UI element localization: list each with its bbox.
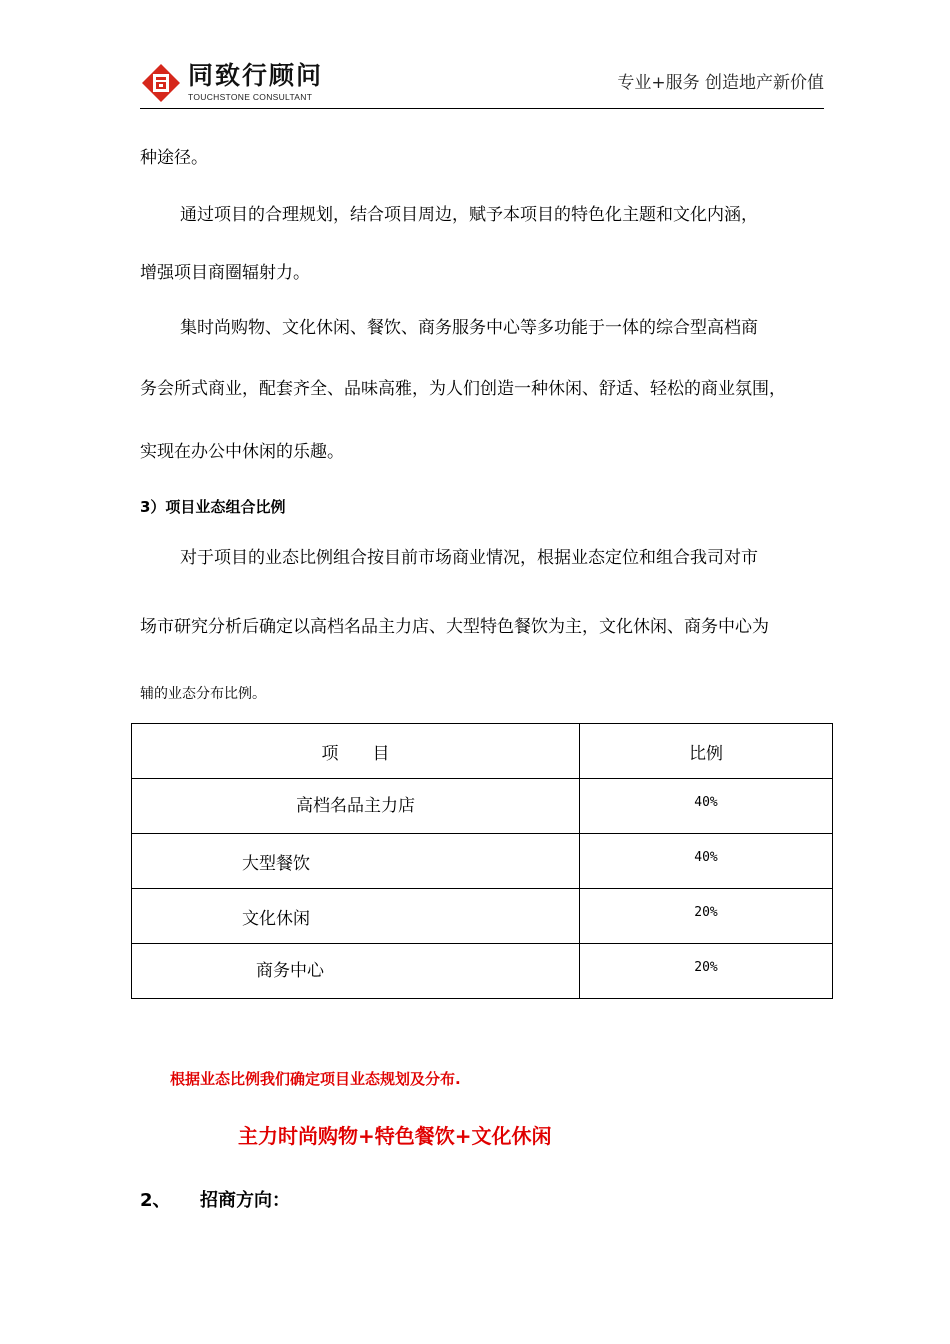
table-cell-item: 商务中心 [132,944,580,999]
paragraph-line: 集时尚购物、文化休闲、餐饮、商务服务中心等多功能于一体的综合型高档商 [180,318,758,338]
table-header-item: 项 目 [132,724,580,779]
table-row [132,889,833,944]
logo-english-name: TOUCHSTONE CONSULTANT [188,92,313,102]
paragraph-line: 通过项目的合理规划，结合项目周边，赋予本项目的特色化主题和文化内涵， [180,205,758,225]
table-row [132,944,833,999]
section-heading: 3）项目业态组合比例 [140,498,286,516]
conclusion-note: 根据业态比例我们确定项目业态规划及分布. [170,1070,461,1088]
paragraph-line: 辅的业态分布比例。 [140,686,266,702]
section-title: 招商方向： [200,1190,290,1211]
table-row [132,834,833,889]
table-cell-ratio: 20% [580,944,833,999]
company-logo [140,62,323,104]
table-cell-item: 大型餐饮 [132,834,580,889]
table-cell-item: 文化休闲 [132,889,580,944]
paragraph-line: 对于项目的业态比例组合按目前市场商业情况，根据业态定位和组合我司对市 [180,548,758,568]
table-row [132,779,833,834]
table-header-row [132,724,833,779]
table-header-ratio: 比例 [580,724,833,779]
paragraph-line: 务会所式商业，配套齐全、品味高雅，为人们创造一种休闲、舒适、轻松的商业氛围， [140,379,786,399]
paragraph-line: 种途径。 [140,148,208,168]
table-cell-ratio: 20% [580,889,833,944]
table-cell-item: 高档名品主力店 [132,779,580,834]
section-number: 2、 [140,1190,171,1211]
touchstone-logo-icon [140,62,182,104]
page-header [140,62,824,109]
table-cell-ratio: 40% [580,779,833,834]
business-ratio-table [131,723,833,999]
logo-chinese-name: 同致行顾问 [188,61,324,90]
paragraph-line: 实现在办公中休闲的乐趣。 [140,442,344,462]
paragraph-line: 场市研究分析后确定以高档名品主力店、大型特色餐饮为主，文化休闲、商务中心为 [140,617,769,637]
table-cell-ratio: 40% [580,834,833,889]
paragraph-line: 增强项目商圈辐射力。 [140,263,310,283]
header-slogan: 专业+服务 创造地产新价值 [617,73,824,93]
conclusion-formula: 主力时尚购物+特色餐饮+文化休闲 [238,1124,552,1148]
section-2-heading [140,1186,290,1212]
